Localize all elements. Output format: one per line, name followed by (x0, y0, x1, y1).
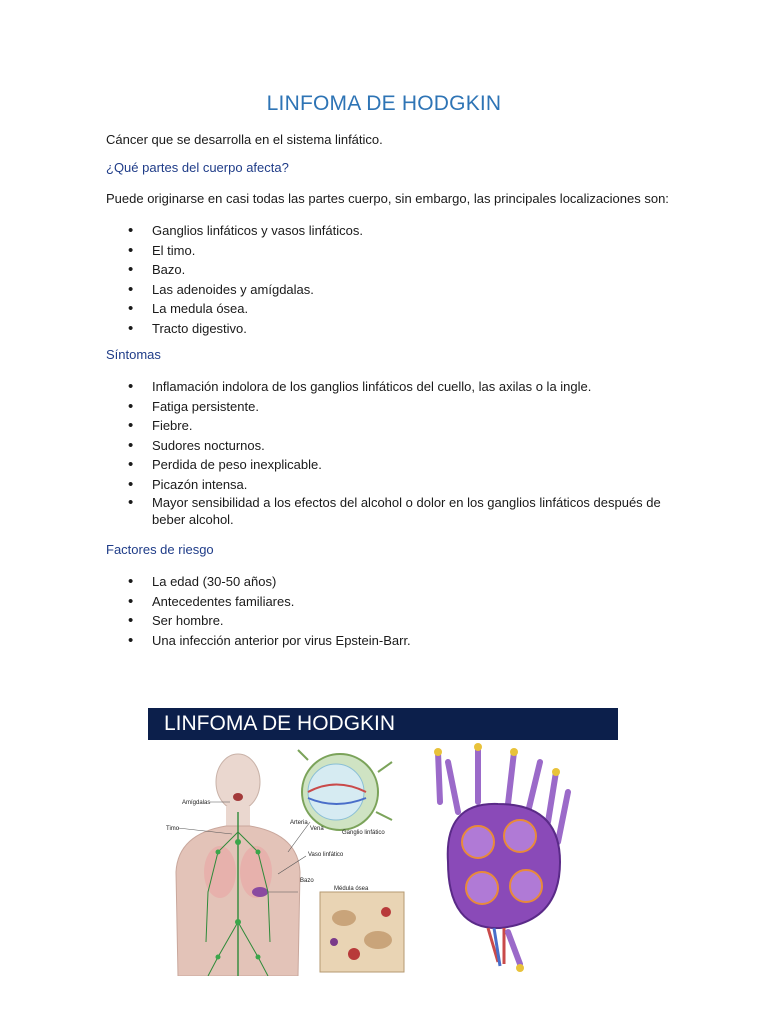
section-heading-risk-factors: Factores de riesgo (106, 542, 214, 557)
label-vaso: Vaso linfático (308, 852, 344, 858)
list-item: • Inflamación indolora de los ganglios linfáticos del cuello, las axilas o la ingle. (106, 377, 666, 397)
list-item: • Fatiga persistente. (106, 397, 666, 417)
list-item: • Picazón intensa. (106, 475, 666, 495)
list-item: • La edad (30-50 años) (106, 572, 666, 592)
list-item: • El timo. (106, 241, 666, 261)
list-item: • Antecedentes familiares. (106, 592, 666, 612)
figure-illustration (148, 742, 620, 976)
anatomy-figure (148, 708, 620, 976)
lymphatic-system-illustration (148, 742, 620, 976)
list-item: • La medula ósea. (106, 299, 666, 319)
list-symptoms (106, 377, 666, 528)
document-title: LINFOMA DE HODGKIN (266, 92, 502, 115)
label-medula: Médula ósea (334, 886, 369, 892)
section-heading-affected-parts: ¿Qué partes del cuerpo afecta? (106, 160, 289, 175)
label-timo: Timo (166, 826, 180, 832)
lymph-node-detail (298, 750, 392, 830)
list-affected-parts (106, 221, 666, 338)
list-item: • Sudores nocturnos. (106, 436, 666, 456)
list-item: • Fiebre. (106, 416, 666, 436)
list-item: • Las adenoides y amígdalas. (106, 280, 666, 300)
intro-paragraph: Cáncer que se desarrolla en el sistema linfático. (106, 132, 383, 147)
hodgkin-node-illustration (434, 743, 568, 972)
list-item: • Ganglios linfáticos y vasos linfáticos. (106, 221, 666, 241)
figure-banner: LINFOMA DE HODGKIN (148, 708, 618, 740)
list-item: • Mayor sensibilidad a los efectos del alcohol o dolor en los ganglios linfáticos después de beber alcohol. (106, 494, 666, 528)
list-item: • Tracto digestivo. (106, 319, 666, 339)
list-item: • Bazo. (106, 260, 666, 280)
list-risk-factors (106, 572, 666, 650)
list-item: • Perdida de peso inexplicable. (106, 455, 666, 475)
bone-marrow-detail (320, 892, 404, 972)
label-vena: Vena (310, 826, 324, 832)
label-amigdalas: Amígdalas (182, 800, 211, 806)
label-bazo: Bazo (300, 878, 314, 884)
human-torso-drawing (176, 754, 300, 976)
label-arteria: Arteria (290, 820, 308, 826)
list-item: • Ser hombre. (106, 611, 666, 631)
section-lead-affected-parts: Puede originarse en casi todas las partes cuerpo, sin embargo, las principales localizaciones son: (106, 191, 669, 206)
label-ganglio: Ganglio linfático (342, 830, 385, 836)
section-heading-symptoms: Síntomas (106, 347, 161, 362)
list-item: • Una infección anterior por virus Epstein-Barr. (106, 631, 666, 651)
